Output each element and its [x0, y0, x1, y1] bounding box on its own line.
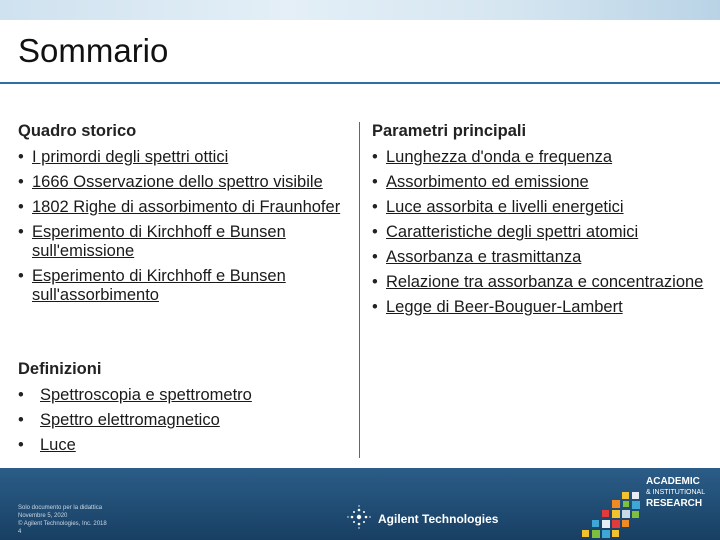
- list-item: [372, 223, 712, 242]
- column-divider: [359, 122, 360, 458]
- list-item: [372, 273, 712, 292]
- right-heading: Parametri principali: [372, 122, 527, 140]
- list-item: [372, 298, 712, 317]
- link-item[interactable]: Luce: [40, 436, 76, 454]
- list-item: [372, 198, 712, 217]
- color-mosaic-graphic: [560, 486, 652, 540]
- right-column: [372, 122, 712, 323]
- link-item[interactable]: Assorbanza e trasmittanza: [386, 248, 582, 266]
- list-item: [372, 173, 712, 192]
- definitions-section: [18, 360, 358, 461]
- footer-note-line: 4: [18, 529, 22, 535]
- title-divider: [0, 82, 720, 84]
- footer-note-line: Novembre 5, 2020: [18, 513, 68, 519]
- list-item: [18, 173, 358, 192]
- academic-line: ACADEMIC: [646, 476, 700, 487]
- academic-line: RESEARCH: [646, 498, 703, 509]
- definitions-heading: Definizioni: [18, 360, 102, 378]
- academic-line: & INSTITUTIONAL: [646, 489, 706, 496]
- top-gradient-band: [0, 0, 720, 20]
- link-item[interactable]: 1802 Righe di assorbimento di Fraunhofer: [32, 198, 341, 216]
- list-item: [18, 436, 358, 455]
- agilent-brand-text: Agilent Technologies: [378, 512, 499, 526]
- list-item: [18, 223, 358, 261]
- list-item: [18, 267, 358, 305]
- link-item[interactable]: Esperimento di Kirchhoff e Bunsen sull'assorbimento: [32, 267, 286, 304]
- left-heading: Quadro storico: [18, 122, 137, 140]
- right-list: [372, 148, 712, 317]
- list-item: [18, 148, 358, 167]
- definitions-list: [18, 386, 358, 455]
- list-item: [18, 386, 358, 405]
- link-item[interactable]: Esperimento di Kirchhoff e Bunsen sull'emissione: [32, 223, 286, 260]
- link-item[interactable]: Spettro elettromagnetico: [40, 411, 220, 429]
- academic-research-logo: [646, 476, 716, 509]
- left-column: [18, 122, 358, 311]
- slide-title: Sommario: [18, 32, 169, 69]
- list-item: [372, 148, 712, 167]
- footer-note-line: Solo documento per la didattica: [18, 505, 103, 511]
- link-item[interactable]: I primordi degli spettri ottici: [32, 148, 229, 166]
- agilent-logo: [346, 506, 498, 532]
- list-item: [372, 248, 712, 267]
- link-item[interactable]: Relazione tra assorbanza e concentrazione: [386, 273, 704, 291]
- link-item[interactable]: Lunghezza d'onda e frequenza: [386, 148, 613, 166]
- footer-note: [18, 504, 107, 536]
- link-item[interactable]: 1666 Osservazione dello spettro visibile: [32, 173, 323, 191]
- footer-note-line: © Agilent Technologies, Inc. 2018: [18, 521, 107, 527]
- link-item[interactable]: Caratteristiche degli spettri atomici: [386, 223, 639, 241]
- left-list: [18, 148, 358, 305]
- list-item: [18, 411, 358, 430]
- link-item[interactable]: Legge di Beer-Bouguer-Lambert: [386, 298, 623, 316]
- link-item[interactable]: Luce assorbita e livelli energetici: [386, 198, 624, 216]
- agilent-spark-icon: [346, 504, 372, 535]
- link-item[interactable]: Spettroscopia e spettrometro: [40, 386, 252, 404]
- link-item[interactable]: Assorbimento ed emissione: [386, 173, 589, 191]
- list-item: [18, 198, 358, 217]
